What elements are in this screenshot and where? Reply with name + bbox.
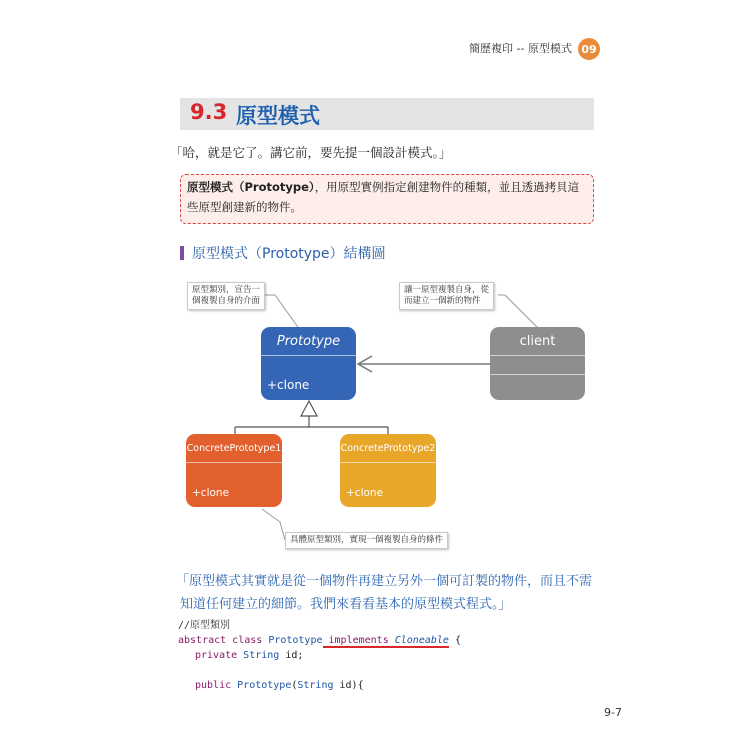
- prototype-class-name: Prototype: [276, 333, 341, 349]
- generalization-triangle: [301, 401, 317, 416]
- note-concrete: 具體原型類別，實現一個複製自身的條件: [285, 532, 448, 549]
- code-line-1: abstract class Prototype implements Cloneable {: [178, 635, 461, 646]
- code-line-2: private String id;: [195, 650, 304, 661]
- code-line-3: public Prototype(String id){: [195, 680, 364, 691]
- intro-line: 「哈，就是它了。講它前，要先提一個設計模式。」: [170, 145, 452, 160]
- concrete-prototype-1-class: [186, 434, 282, 507]
- client-class: [490, 327, 585, 400]
- section-number: 9.3: [190, 100, 228, 124]
- concrete-prototype-2-attributes: [340, 462, 436, 481]
- diagram-heading-text: 原型模式（Prototype）結構圖: [192, 246, 386, 262]
- concrete-prototype-2-class: [340, 434, 436, 507]
- leader-concrete-note: [262, 509, 285, 540]
- prototype-class: [261, 327, 356, 400]
- concrete-prototype-1-attributes: [186, 462, 282, 481]
- callout-term: 原型模式（Prototype）: [187, 180, 315, 194]
- client-attributes: [490, 355, 585, 374]
- client-class-name: client: [519, 333, 556, 349]
- page-number: 9-7: [604, 706, 622, 719]
- prototype-attributes: [261, 355, 356, 374]
- prototype-method: +clone: [267, 378, 310, 392]
- callout-line-2: 些原型創建新的物件。: [187, 200, 302, 214]
- chapter-badge: 09: [578, 38, 600, 60]
- concrete-prototype-2-name: ConcretePrototype2: [340, 442, 436, 454]
- client-methods: [490, 374, 585, 393]
- section-title: 原型模式: [236, 104, 320, 128]
- leader-client-note: [498, 295, 538, 328]
- code-comment: //原型類別: [178, 620, 231, 631]
- callout-text-1: ，用原型實例指定創建物件的種類，並且透過拷貝這: [314, 180, 580, 194]
- concrete-prototype-2-method: +clone: [346, 487, 384, 499]
- concrete-prototype-1-method: +clone: [192, 487, 230, 499]
- note-client: 讓一原型複製自身，從 而建立一個新的物件: [399, 282, 494, 310]
- note-prototype: 原型類別，宣告一 個複製自身的介面: [187, 282, 265, 310]
- concrete-prototype-1-name: ConcretePrototype1: [186, 442, 282, 454]
- leader-prototype-note: [264, 295, 300, 330]
- running-head: 簡歷複印 -- 原型模式: [469, 42, 572, 55]
- quote-line-2: 知道任何建立的細節。我們來看看基本的原型模式程式。」: [180, 597, 512, 612]
- quote-line-1: 「原型模式其實就是從一個物件再建立另外一個可訂製的物件，而且不需: [176, 574, 593, 589]
